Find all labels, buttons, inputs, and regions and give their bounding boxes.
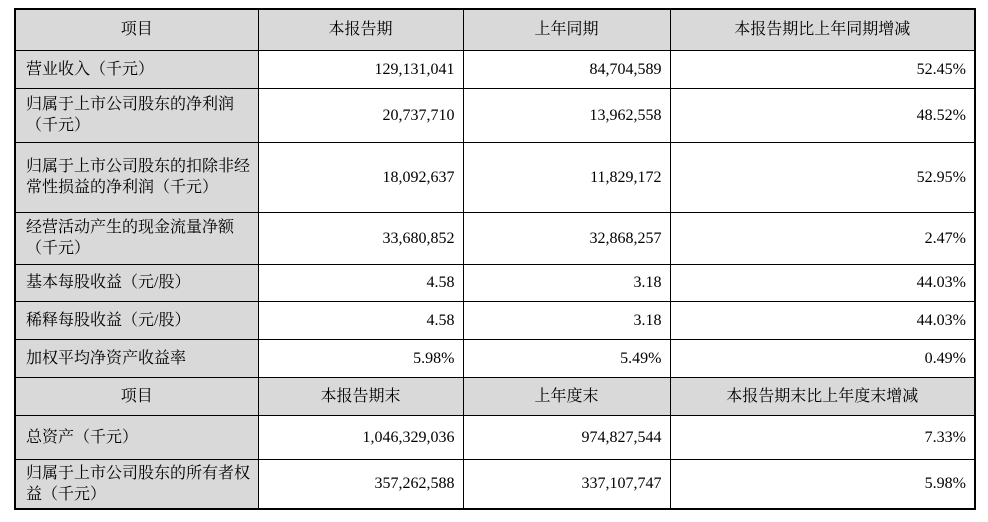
- row-label: 归属于上市公司股东的扣除非经常性损益的净利润（千元）: [15, 142, 258, 212]
- header-current-period: 本报告期: [258, 9, 463, 50]
- value-current: 129,131,041: [258, 50, 463, 88]
- value-change: 44.03%: [670, 264, 975, 301]
- header-prior-period: 上年同期: [463, 9, 670, 50]
- value-prior: 11,829,172: [463, 142, 670, 212]
- value-current: 33,680,852: [258, 212, 463, 264]
- value-prior: 13,962,558: [463, 88, 670, 142]
- value-prior: 32,868,257: [463, 212, 670, 264]
- table-row-diluted-eps: [15, 301, 975, 339]
- value-change: 44.03%: [670, 301, 975, 339]
- table-row-basic-eps: [15, 264, 975, 301]
- value-current: 357,262,588: [258, 459, 463, 509]
- value-change: 52.95%: [670, 142, 975, 212]
- value-change: 2.47%: [670, 212, 975, 264]
- value-change: 7.33%: [670, 415, 975, 459]
- value-current: 4.58: [258, 264, 463, 301]
- table-row-net-profit-excl-nonrecurring: [15, 142, 975, 212]
- value-prior: 3.18: [463, 301, 670, 339]
- row-label: 归属于上市公司股东的所有者权益（千元）: [15, 459, 258, 509]
- header-prior-year-end: 上年度末: [463, 377, 670, 415]
- value-prior: 974,827,544: [463, 415, 670, 459]
- table-row-shareholders-equity: [15, 459, 975, 509]
- header-period-end: 本报告期末: [258, 377, 463, 415]
- table-row-revenue: [15, 50, 975, 88]
- value-change: 5.98%: [670, 459, 975, 509]
- table-row-operating-cash-flow: [15, 212, 975, 264]
- header-item: 项目: [15, 9, 258, 50]
- table-row-total-assets: [15, 415, 975, 459]
- row-label: 稀释每股收益（元/股）: [15, 301, 258, 339]
- financial-summary-table: [14, 8, 976, 510]
- table-row-net-profit: [15, 88, 975, 142]
- value-current: 4.58: [258, 301, 463, 339]
- value-prior: 5.49%: [463, 339, 670, 377]
- section1-header-row: [15, 9, 975, 50]
- row-label: 基本每股收益（元/股）: [15, 264, 258, 301]
- header-change: 本报告期比上年同期增减: [670, 9, 975, 50]
- value-prior: 84,704,589: [463, 50, 670, 88]
- row-label: 归属于上市公司股东的净利润（千元）: [15, 88, 258, 142]
- value-prior: 3.18: [463, 264, 670, 301]
- value-current: 5.98%: [258, 339, 463, 377]
- value-change: 48.52%: [670, 88, 975, 142]
- row-label: 总资产（千元）: [15, 415, 258, 459]
- value-current: 20,737,710: [258, 88, 463, 142]
- value-change: 0.49%: [670, 339, 975, 377]
- header-item: 项目: [15, 377, 258, 415]
- value-current: 18,092,637: [258, 142, 463, 212]
- header-change: 本报告期末比上年度末增减: [670, 377, 975, 415]
- value-current: 1,046,329,036: [258, 415, 463, 459]
- row-label: 加权平均净资产收益率: [15, 339, 258, 377]
- row-label: 营业收入（千元）: [15, 50, 258, 88]
- value-prior: 337,107,747: [463, 459, 670, 509]
- table-row-weighted-avg-roe: [15, 339, 975, 377]
- value-change: 52.45%: [670, 50, 975, 88]
- row-label: 经营活动产生的现金流量净额（千元）: [15, 212, 258, 264]
- section2-header-row: [15, 377, 975, 415]
